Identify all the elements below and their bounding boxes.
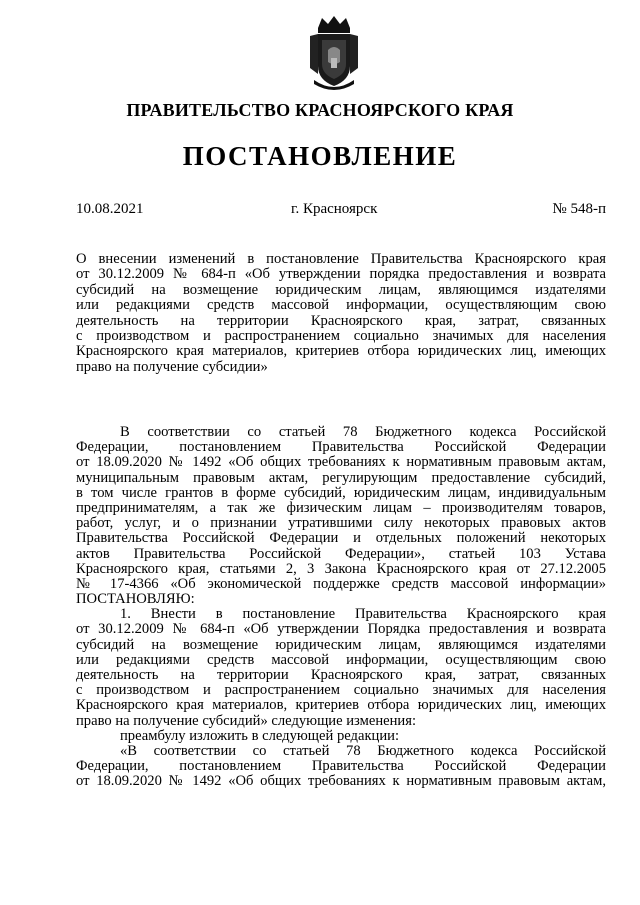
document-meta-row	[76, 201, 606, 221]
subject-line: право на получение субсидии»	[76, 359, 268, 375]
body-line: деятельность на территории Красноярского края, затрат, связанных	[76, 668, 606, 684]
body-line: муниципальным правовым актам, регулирующим предоставление субсидий,	[76, 470, 606, 486]
body-line: от 30.12.2009 № 684-п «Об утверждении Порядка предоставления и возврата	[76, 622, 606, 638]
body-line: работ, услуг, и о признании утратившими силу некоторых правовых актов	[76, 516, 606, 532]
body-line: В соответствии со статьей 78 Бюджетного кодекса Российской	[120, 425, 606, 440]
coat-of-arms-icon	[304, 14, 364, 96]
subject-line: субсидий на возмещение юридическим лицам, являющимся издателями	[76, 282, 606, 298]
subject-line: О внесении изменений в постановление Правительства Красноярского края	[76, 252, 606, 267]
document-type-title: ПОСТАНОВЛЕНИЕ	[182, 141, 458, 171]
body-line: ПОСТАНОВЛЯЮ:	[76, 592, 195, 608]
body-line: от 18.09.2020 № 1492 «Об общих требованиях к нормативным правовым актам,	[76, 774, 606, 790]
subject-line: с производством и распространением социально значимых для населения	[76, 328, 606, 344]
government-name: ПРАВИТЕЛЬСТВО КРАСНОЯРСКОГО КРАЯ	[126, 100, 514, 120]
body-line: от 18.09.2020 № 1492 «Об общих требованиях к нормативным правовым актам,	[76, 455, 606, 471]
body-line: Красноярского края, статьями 2, 3 Закона Красноярского края от 27.12.2005	[76, 561, 606, 577]
body-line: «В соответствии со статьей 78 Бюджетного кодекса Российской	[120, 743, 606, 759]
document-body	[76, 425, 606, 790]
document-subject	[76, 252, 606, 375]
subject-line: от 30.12.2009 № 684-п «Об утверждении порядка предоставления и возврата	[76, 267, 606, 283]
body-line: Федерации, постановлением Правительства Российской Федерации	[76, 759, 606, 775]
body-line: Красноярского края материалов, критериев отбора юридических лиц, имеющих	[76, 698, 606, 714]
document-number: № 548-п	[552, 201, 606, 217]
body-line: в том числе грантов в форме субсидий, юридическим лицам, индивидуальным	[76, 485, 606, 501]
body-line: преамбулу изложить в следующей редакции:	[120, 728, 400, 744]
body-line: Федерации, постановлением Правительства Российской Федерации	[76, 440, 606, 456]
body-line: 1. Внести в постановление Правительства Красноярского края	[120, 607, 606, 623]
subject-line: или редакциями средств массовой информации, осуществляющим свою	[76, 298, 606, 314]
subject-line: деятельность на территории Красноярского края, затрат, связанных	[76, 313, 606, 329]
document-city: г. Красноярск	[291, 201, 378, 217]
subject-line: Красноярского края материалов, критериев отбора юридических лиц, имеющих	[76, 344, 606, 360]
body-line: Правительства Российской Федерации и отдельных положений некоторых	[76, 531, 606, 547]
body-line: право на получение субсидий» следующие изменения:	[76, 713, 417, 729]
body-line: или редакциями средств массовой информации, осуществляющим свою	[76, 652, 606, 668]
document-date: 10.08.2021	[76, 201, 144, 217]
body-line: субсидий на возмещение юридическим лицам, являющимся издателями	[76, 637, 606, 653]
body-line: актов Правительства Российской Федерации», статьей 103 Устава	[76, 546, 606, 562]
body-line: предпринимателям, а так же физическим лицам – производителям товаров,	[76, 500, 606, 516]
body-line: с производством и распространением социально значимых для населения	[76, 683, 606, 699]
body-line: № 17-4366 «Об экономической поддержке средств массовой информации»	[76, 576, 606, 592]
